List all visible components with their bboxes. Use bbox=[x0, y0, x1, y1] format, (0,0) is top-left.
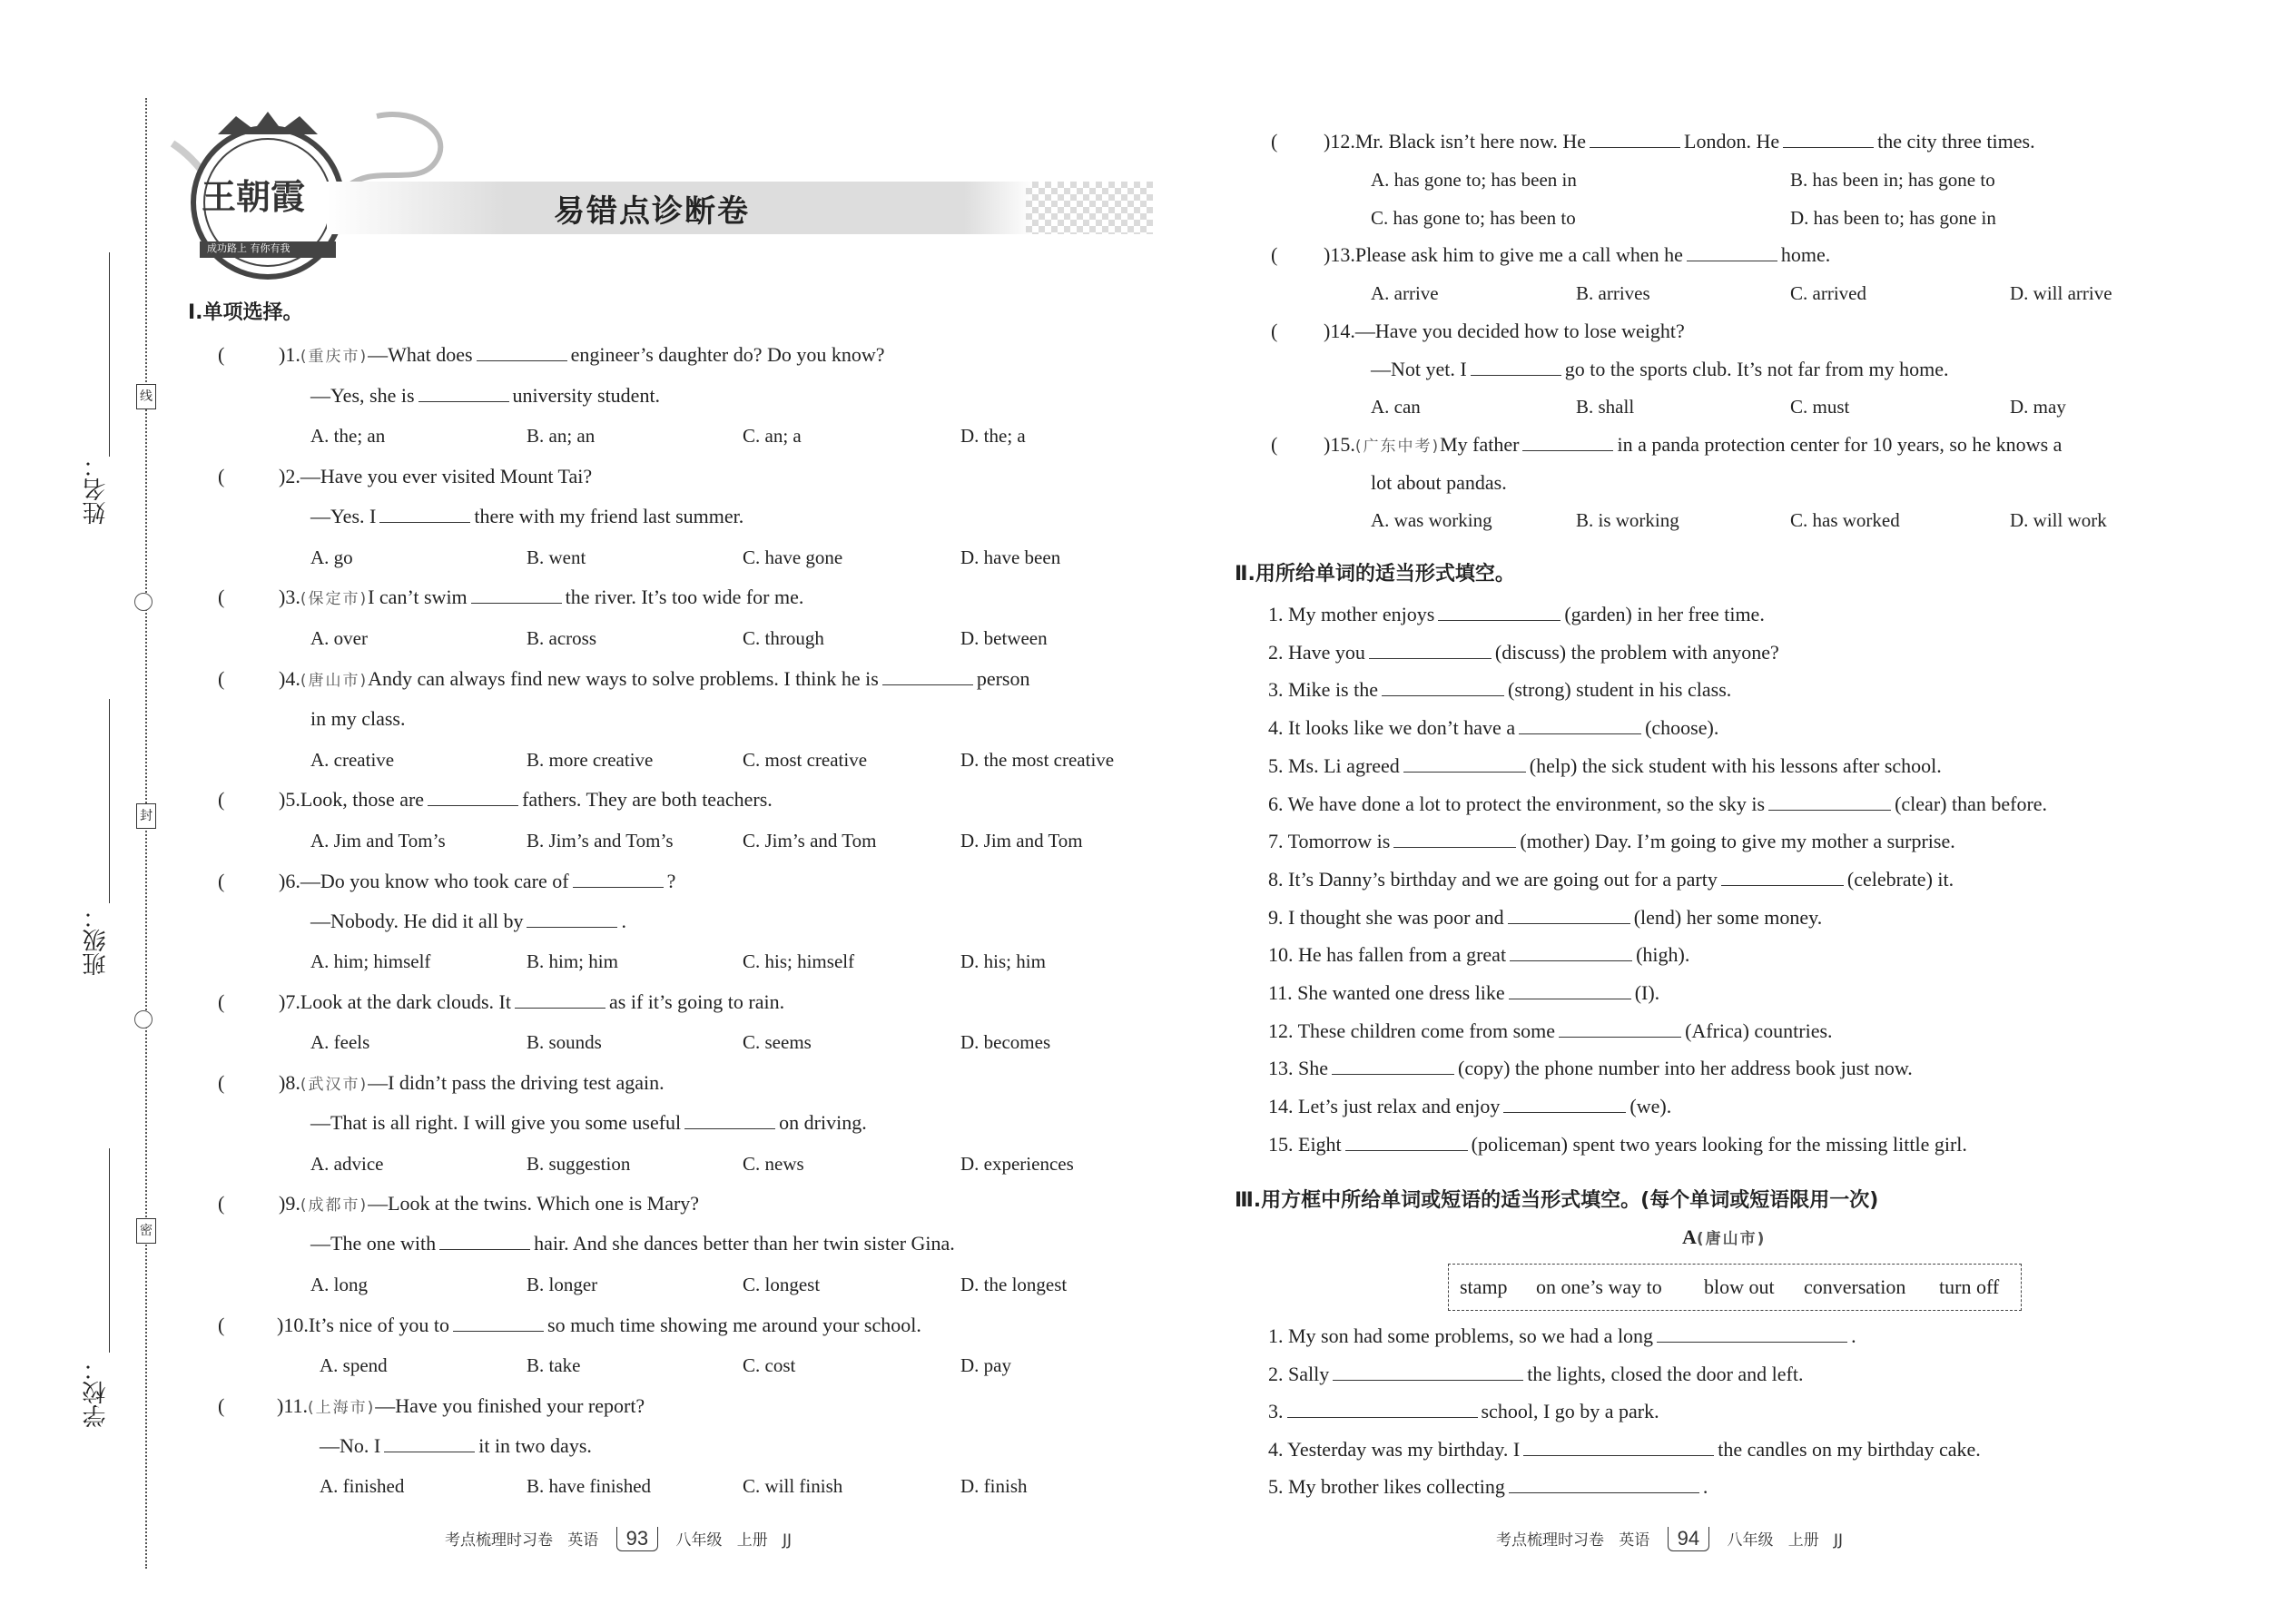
question-2: )2.—Have you ever visited Mount Tai? bbox=[279, 465, 593, 487]
answer-paren[interactable]: ( bbox=[1271, 130, 1278, 153]
question-6: )6.—Do you know who took care of ? bbox=[279, 870, 676, 892]
option-a[interactable]: A. arrive bbox=[1371, 282, 1439, 304]
option-d[interactable]: D. finish bbox=[960, 1475, 1028, 1497]
option-c[interactable]: C. has worked bbox=[1790, 509, 1900, 531]
footer-right: 考点梳理时习卷 英语 94 八年级 上册 JJ bbox=[1496, 1527, 1843, 1550]
question-15: )15.(广东中考)My father in a panda protection center for 10 years, so he knows a bbox=[1324, 433, 2063, 456]
option-b[interactable]: B. arrives bbox=[1576, 282, 1650, 304]
question-1: )1.(重庆市)—What does engineer’s daughter do? Do you know? bbox=[279, 343, 885, 366]
answer-paren[interactable]: ( bbox=[218, 788, 225, 811]
option-c[interactable]: C. Jim’s and Tom bbox=[743, 830, 877, 851]
option-a[interactable]: A. Jim and Tom’s bbox=[310, 830, 446, 851]
blank[interactable] bbox=[477, 344, 567, 361]
option-d[interactable]: D. between bbox=[960, 627, 1048, 649]
option-b[interactable]: B. suggestion bbox=[527, 1153, 631, 1175]
blank[interactable] bbox=[439, 1233, 530, 1250]
question-1-line2: —Yes, she is university student. bbox=[310, 384, 661, 407]
option-c[interactable]: C. will finish bbox=[743, 1475, 843, 1497]
fill-item: 6. We have done a lot to protect the environment, so the sky is (clear) than before. bbox=[1268, 792, 2048, 815]
answer-paren[interactable]: ( bbox=[218, 343, 225, 366]
option-d[interactable]: D. pay bbox=[960, 1354, 1011, 1376]
blank[interactable] bbox=[471, 586, 562, 604]
option-d[interactable]: D. has been to; has gone in bbox=[1790, 207, 1996, 229]
blank[interactable] bbox=[1590, 131, 1680, 148]
option-a[interactable]: A. advice bbox=[310, 1153, 384, 1175]
question-12: )12.Mr. Black isn’t here now. He London. He the city three times. bbox=[1324, 130, 2035, 153]
class-underline bbox=[109, 699, 110, 903]
option-b[interactable]: B. has been in; has gone to bbox=[1790, 169, 1995, 191]
option-b[interactable]: B. take bbox=[527, 1354, 581, 1376]
fill-item: 4. Yesterday was my birthday. I the candles on my birthday cake. bbox=[1268, 1437, 1981, 1461]
name-underline bbox=[109, 252, 110, 457]
option-c[interactable]: C. most creative bbox=[743, 749, 868, 771]
page-number: 94 bbox=[1668, 1527, 1709, 1551]
blank[interactable] bbox=[1519, 717, 1641, 734]
question-11-line2: —No. I it in two days. bbox=[320, 1434, 592, 1457]
option-b[interactable]: B. shall bbox=[1576, 396, 1635, 418]
fill-item: 2. Have you (discuss) the problem with anyone? bbox=[1268, 640, 1779, 664]
blank[interactable] bbox=[1508, 907, 1630, 924]
option-a[interactable]: A. has gone to; has been in bbox=[1371, 169, 1577, 191]
option-a[interactable]: A. feels bbox=[310, 1031, 370, 1053]
fill-item: 1. My son had some problems, so we had a long . bbox=[1268, 1324, 1856, 1347]
blank[interactable] bbox=[384, 1435, 475, 1452]
blank[interactable] bbox=[1657, 1325, 1847, 1343]
answer-paren[interactable]: ( bbox=[1271, 433, 1278, 456]
section-1-heading: Ⅰ.单项选择。 bbox=[188, 301, 303, 324]
question-10: )10.It’s nice of you to so much time showing me around your school. bbox=[277, 1314, 921, 1336]
blank[interactable] bbox=[1687, 244, 1777, 261]
question-7: )7.Look at the dark clouds. It as if it’s going to rain. bbox=[279, 990, 785, 1013]
option-b[interactable]: B. sounds bbox=[527, 1031, 602, 1053]
question-14-line2: —Not yet. I go to the sports club. It’s not far from my home. bbox=[1371, 358, 1949, 380]
fill-item: 4. It looks like we don’t have a (choose). bbox=[1268, 716, 1719, 740]
fill-item: 8. It’s Danny’s birthday and we are going out for a party (celebrate) it. bbox=[1268, 867, 1954, 891]
fill-item: 3. school, I go by a park. bbox=[1268, 1400, 1659, 1422]
option-c[interactable]: C. cost bbox=[743, 1354, 796, 1376]
option-c[interactable]: C. must bbox=[1790, 396, 1850, 418]
section-2-heading: Ⅱ.用所给单词的适当形式填空。 bbox=[1235, 563, 1515, 586]
option-a[interactable]: A. him; himself bbox=[310, 950, 431, 972]
fill-item: 5. My brother likes collecting . bbox=[1268, 1475, 1708, 1498]
word-box-item: stamp bbox=[1460, 1275, 1508, 1298]
name-label: 姓名： bbox=[83, 454, 110, 525]
answer-paren[interactable]: ( bbox=[218, 1314, 225, 1336]
question-8: )8.(武汉市)—I didn’t pass the driving test again. bbox=[279, 1071, 665, 1094]
option-c[interactable]: C. an; a bbox=[743, 425, 802, 447]
blank[interactable] bbox=[1382, 679, 1504, 696]
blank[interactable] bbox=[882, 668, 973, 685]
fill-item: 15. Eight (policeman) spent two years looking for the missing little girl. bbox=[1268, 1132, 1967, 1156]
option-b[interactable]: B. longer bbox=[527, 1274, 598, 1295]
answer-paren[interactable]: ( bbox=[218, 1071, 225, 1094]
option-d[interactable]: D. may bbox=[2010, 396, 2066, 418]
answer-paren[interactable]: ( bbox=[1271, 320, 1278, 342]
option-b[interactable]: B. went bbox=[527, 546, 586, 568]
word-box-item: on one’s way to bbox=[1536, 1275, 1662, 1298]
fill-item: 11. She wanted one dress like (I). bbox=[1268, 981, 1660, 1004]
option-c[interactable]: C. through bbox=[743, 627, 824, 649]
seal-box-secret: 密 bbox=[136, 1218, 156, 1244]
option-d[interactable]: D. will work bbox=[2010, 509, 2107, 531]
answer-paren[interactable]: ( bbox=[218, 667, 225, 690]
option-d[interactable]: D. the most creative bbox=[960, 749, 1115, 771]
option-b[interactable]: B. Jim’s and Tom’s bbox=[527, 830, 674, 851]
blank[interactable] bbox=[1403, 755, 1526, 773]
answer-paren[interactable]: ( bbox=[218, 870, 225, 892]
fill-item: 7. Tomorrow is (mother) Day. I’m going to give my mother a surprise. bbox=[1268, 830, 1955, 853]
blank[interactable] bbox=[1721, 869, 1844, 886]
option-a[interactable]: A. over bbox=[310, 627, 368, 649]
question-5: )5.Look, those are fathers. They are both teachers. bbox=[279, 788, 773, 811]
option-d[interactable]: D. will arrive bbox=[2010, 282, 2112, 304]
blank[interactable] bbox=[1332, 1058, 1454, 1075]
blank[interactable] bbox=[418, 385, 509, 402]
footer-left: 考点梳理时习卷 英语 93 八年级 上册 JJ bbox=[445, 1527, 792, 1550]
question-2-line2: —Yes. I there with my friend last summer. bbox=[310, 505, 744, 527]
fill-item: 9. I thought she was poor and (lend) her some money. bbox=[1268, 905, 1823, 929]
blank[interactable] bbox=[453, 1314, 544, 1332]
blank[interactable] bbox=[1345, 1134, 1468, 1151]
question-13: )13.Please ask him to give me a call when he home. bbox=[1324, 243, 1831, 266]
answer-paren[interactable]: ( bbox=[218, 1394, 225, 1417]
question-11: )11.(上海市)—Have you finished your report? bbox=[277, 1394, 645, 1417]
question-4-line2: in my class. bbox=[310, 707, 406, 730]
question-9-line2: —The one with hair. And she dances better than her twin sister Gina. bbox=[310, 1232, 955, 1255]
option-c[interactable]: C. his; himself bbox=[743, 950, 855, 972]
blank[interactable] bbox=[1287, 1401, 1478, 1418]
fill-item: 1. My mother enjoys (garden) in her free time. bbox=[1268, 603, 1765, 625]
seal-box-line: 线 bbox=[136, 384, 156, 409]
option-c[interactable]: C. longest bbox=[743, 1274, 821, 1295]
fill-item: 2. Sally the lights, closed the door and left. bbox=[1268, 1362, 1804, 1385]
fill-item: 12. These children come from some (Africa) countries. bbox=[1268, 1019, 1833, 1042]
answer-paren[interactable]: ( bbox=[1271, 243, 1278, 266]
logo-slogan: 成功路上 有你有我 bbox=[207, 242, 290, 254]
option-a[interactable]: A. finished bbox=[320, 1475, 405, 1497]
option-a[interactable]: A. can bbox=[1371, 396, 1421, 418]
blank[interactable] bbox=[428, 789, 518, 806]
option-b[interactable]: B. is working bbox=[1576, 509, 1679, 531]
logo-text: 王朝霞 bbox=[202, 177, 306, 217]
answer-paren[interactable]: ( bbox=[218, 990, 225, 1013]
option-c[interactable]: C. arrived bbox=[1790, 282, 1866, 304]
blank[interactable] bbox=[1471, 359, 1561, 376]
seal-box-seal: 封 bbox=[136, 803, 156, 829]
school-underline bbox=[109, 1148, 110, 1353]
word-box-item: blow out bbox=[1704, 1275, 1775, 1298]
question-6-line2: —Nobody. He did it all by . bbox=[310, 910, 626, 932]
question-3: )3.(保定市)I can’t swim the river. It’s too wide for me. bbox=[279, 586, 804, 608]
option-a[interactable]: A. long bbox=[310, 1274, 368, 1295]
option-c[interactable]: C. have gone bbox=[743, 546, 843, 568]
blank[interactable] bbox=[1559, 1020, 1681, 1038]
blank[interactable] bbox=[379, 506, 470, 523]
answer-paren[interactable]: ( bbox=[218, 586, 225, 608]
option-b[interactable]: B. have finished bbox=[527, 1475, 652, 1497]
section-3-heading: Ⅲ.用方框中所给单词或短语的适当形式填空。(每个单词或短语限用一次) bbox=[1235, 1189, 1879, 1212]
option-d[interactable]: D. the longest bbox=[960, 1274, 1068, 1295]
blank[interactable] bbox=[1503, 1096, 1626, 1113]
word-box-item: turn off bbox=[1939, 1275, 2000, 1298]
fill-item: 10. He has fallen from a great (high). bbox=[1268, 943, 1690, 967]
question-8-line2: —That is all right. I will give you some useful on driving. bbox=[310, 1111, 867, 1134]
fill-item: 3. Mike is the (strong) student in his class. bbox=[1268, 678, 1732, 702]
question-14: )14.—Have you decided how to lose weight? bbox=[1324, 320, 1685, 342]
question-15-line2: lot about pandas. bbox=[1371, 471, 1507, 494]
option-a[interactable]: A. the; an bbox=[310, 425, 386, 447]
blank[interactable] bbox=[1438, 604, 1561, 621]
option-b[interactable]: B. across bbox=[527, 627, 596, 649]
blank[interactable] bbox=[1523, 1439, 1714, 1456]
option-d[interactable]: D. Jim and Tom bbox=[960, 830, 1083, 851]
option-c[interactable]: C. news bbox=[743, 1153, 804, 1175]
word-box-item: conversation bbox=[1804, 1275, 1906, 1298]
fill-item: 13. She (copy) the phone number into her address book just now. bbox=[1268, 1057, 1913, 1080]
page-number: 93 bbox=[616, 1527, 658, 1551]
question-4: )4.(唐山市)Andy can always find new ways to solve problems. I think he is person bbox=[279, 667, 1030, 690]
part-a-heading: A(唐山市) bbox=[1682, 1225, 1767, 1248]
blank[interactable] bbox=[515, 991, 605, 1009]
blank[interactable] bbox=[1783, 131, 1874, 148]
option-a[interactable]: A. go bbox=[310, 546, 353, 568]
blank[interactable] bbox=[527, 910, 617, 928]
binding-ring-icon bbox=[134, 1010, 153, 1029]
option-c[interactable]: C. has gone to; has been to bbox=[1371, 207, 1576, 229]
blank[interactable] bbox=[1509, 1476, 1699, 1493]
option-c[interactable]: C. seems bbox=[743, 1031, 812, 1053]
blank[interactable] bbox=[1510, 944, 1632, 961]
blank[interactable] bbox=[1509, 982, 1631, 999]
blank[interactable] bbox=[573, 871, 664, 888]
option-d[interactable]: D. the; a bbox=[960, 425, 1026, 447]
blank[interactable] bbox=[684, 1112, 775, 1129]
fill-item: 14. Let’s just relax and enjoy (we). bbox=[1268, 1095, 1672, 1118]
option-b[interactable]: B. him; him bbox=[527, 950, 618, 972]
class-label: 班级： bbox=[83, 905, 110, 976]
binding-ring-icon bbox=[134, 593, 153, 611]
answer-paren[interactable]: ( bbox=[218, 465, 225, 487]
option-d[interactable]: D. his; him bbox=[960, 950, 1046, 972]
option-d[interactable]: D. becomes bbox=[960, 1031, 1051, 1053]
blank[interactable] bbox=[1369, 642, 1492, 659]
option-a[interactable]: A. spend bbox=[320, 1354, 388, 1376]
option-d[interactable]: D. have been bbox=[960, 546, 1061, 568]
blank[interactable] bbox=[1393, 831, 1516, 848]
option-a[interactable]: A. creative bbox=[310, 749, 395, 771]
page-title: 易错点诊断卷 bbox=[554, 193, 750, 230]
blank[interactable] bbox=[1522, 434, 1613, 451]
option-b[interactable]: B. an; an bbox=[527, 425, 596, 447]
blank[interactable] bbox=[1768, 793, 1891, 811]
option-b[interactable]: B. more creative bbox=[527, 749, 654, 771]
question-9: )9.(成都市)—Look at the twins. Which one is Mary? bbox=[279, 1192, 700, 1215]
option-a[interactable]: A. was working bbox=[1371, 509, 1492, 531]
title-checker bbox=[1026, 182, 1153, 234]
binding-line bbox=[145, 98, 147, 1569]
blank[interactable] bbox=[1333, 1363, 1523, 1381]
school-label: 学校： bbox=[83, 1357, 110, 1428]
fill-item: 5. Ms. Li agreed (help) the sick student with his lessons after school. bbox=[1268, 753, 1942, 777]
option-d[interactable]: D. experiences bbox=[960, 1153, 1074, 1175]
answer-paren[interactable]: ( bbox=[218, 1192, 225, 1215]
